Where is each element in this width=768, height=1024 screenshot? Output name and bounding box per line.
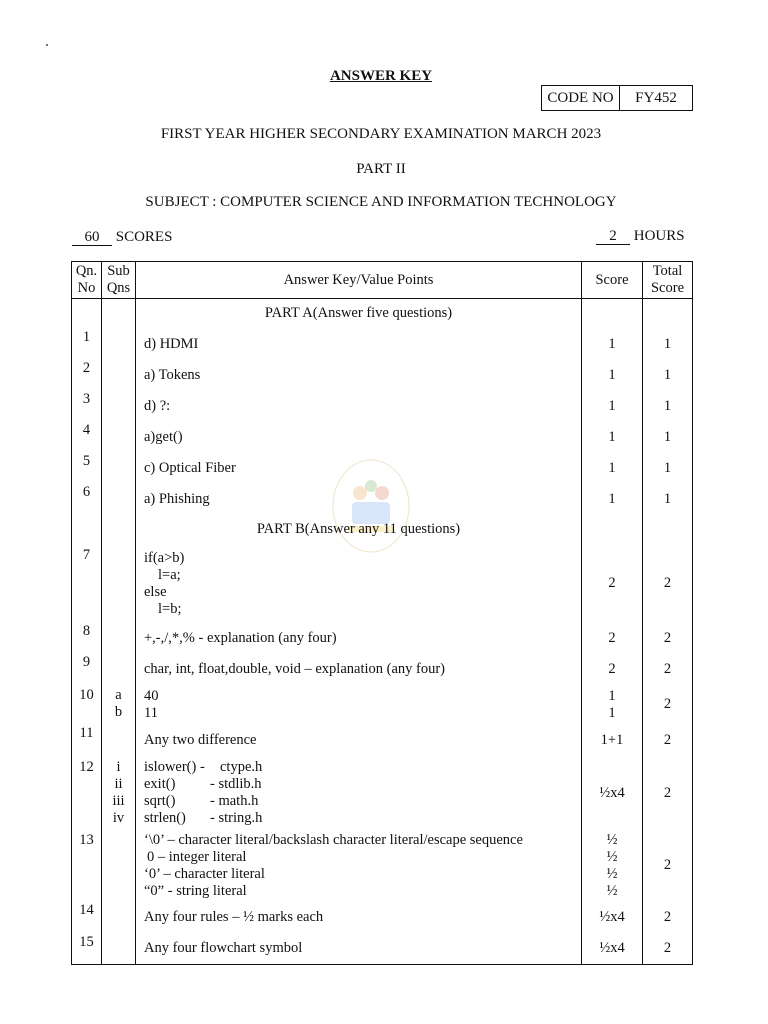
qn-cell: 7 <box>72 545 102 623</box>
answer-cell: if(a>b) l=a; else l=b; <box>136 545 582 623</box>
total-cell: 2 <box>643 545 693 623</box>
answer-cell: Any four rules – ½ marks each <box>136 902 582 934</box>
code-label: CODE NO <box>542 86 620 110</box>
table-row <box>72 360 693 391</box>
table-row <box>72 545 693 623</box>
table-row <box>72 453 693 484</box>
scores-line <box>72 229 172 246</box>
total-cell: 1 <box>643 484 693 515</box>
table-row <box>72 902 693 934</box>
answer-cell: Any four flowchart symbol <box>136 934 582 965</box>
qn-cell: 15 <box>72 934 102 965</box>
total-cell: 2 <box>643 934 693 965</box>
total-cell: 2 <box>643 623 693 654</box>
qn-cell: 8 <box>72 623 102 654</box>
answer-cell: ‘\0’ – character literal/backslash character literal/escape sequence 0 – integer literal ‘0’ – character literal “0” - string literal <box>136 830 582 902</box>
score-cell: 1 <box>582 484 643 515</box>
table-row <box>72 934 693 965</box>
hours-label: HOURS <box>633 228 685 244</box>
scores-value: 60 <box>72 230 112 246</box>
part-b-heading-row <box>72 515 693 545</box>
table-row <box>72 654 693 685</box>
score-cell: ½x4 <box>582 757 643 830</box>
qn-cell: 12 <box>72 757 102 830</box>
score-cell: 2 <box>582 654 643 685</box>
table-row <box>72 391 693 422</box>
col-sub-qns: Sub Qns <box>102 262 136 299</box>
table-row <box>72 725 693 757</box>
document-title: ANSWER KEY <box>329 68 433 84</box>
part-a-heading-row <box>72 299 693 329</box>
answer-cell: a) Phishing <box>136 484 582 515</box>
qn-cell: 3 <box>72 391 102 422</box>
score-cell: 1 <box>582 391 643 422</box>
answer-cell: 40 11 <box>136 685 582 725</box>
score-cell: 1 <box>582 422 643 453</box>
col-answer: Answer Key/Value Points <box>136 262 582 299</box>
qn-cell: 2 <box>72 360 102 391</box>
qn-cell: 9 <box>72 654 102 685</box>
total-cell: 1 <box>643 453 693 484</box>
table-header-row <box>72 262 693 299</box>
table-row <box>72 685 693 725</box>
total-cell: 1 <box>643 329 693 360</box>
score-cell: ½x4 <box>582 902 643 934</box>
qn-cell: 14 <box>72 902 102 934</box>
qn-cell: 13 <box>72 830 102 902</box>
table-row <box>72 830 693 902</box>
col-total: Total Score <box>643 262 693 299</box>
answer-key-table <box>71 261 693 965</box>
sub-cell: a b <box>102 685 136 725</box>
part-b-heading: PART B(Answer any 11 questions) <box>136 515 582 545</box>
total-cell: 2 <box>643 757 693 830</box>
total-cell: 2 <box>643 685 693 725</box>
score-cell: ½ ½ ½ ½ <box>582 830 643 902</box>
qn-cell: 6 <box>72 484 102 515</box>
code-value: FY452 <box>635 89 677 106</box>
qn-cell: 4 <box>72 422 102 453</box>
part-a-heading: PART A(Answer five questions) <box>136 299 582 329</box>
exam-title: FIRST YEAR HIGHER SECONDARY EXAMINATION MARCH 2023 <box>160 126 602 142</box>
hours-line <box>596 228 685 245</box>
total-cell: 2 <box>643 725 693 757</box>
qn-cell: 10 <box>72 685 102 725</box>
total-cell: 2 <box>643 654 693 685</box>
answer-cell: a) Tokens <box>136 360 582 391</box>
total-cell: 2 <box>643 830 693 902</box>
answer-cell: +,-,/,*,% - explanation (any four) <box>136 623 582 654</box>
score-cell: 1 <box>582 360 643 391</box>
score-cell: 1 <box>582 453 643 484</box>
table-row <box>72 422 693 453</box>
scan-speck <box>46 44 48 46</box>
table-row <box>72 623 693 654</box>
scores-label: SCORES <box>115 229 173 245</box>
total-cell: 2 <box>643 902 693 934</box>
score-cell: 1 1 <box>582 685 643 725</box>
answer-cell: a)get() <box>136 422 582 453</box>
answer-cell: c) Optical Fiber <box>136 453 582 484</box>
hours-value: 2 <box>596 229 630 245</box>
score-cell: 1+1 <box>582 725 643 757</box>
qn-cell: 5 <box>72 453 102 484</box>
score-cell: ½x4 <box>582 934 643 965</box>
qn-cell: 1 <box>72 329 102 360</box>
answer-cell: d) ?: <box>136 391 582 422</box>
answer-cell: d) HDMI <box>136 329 582 360</box>
answer-cell: Any two difference <box>136 725 582 757</box>
code-box <box>541 85 693 111</box>
total-cell: 1 <box>643 391 693 422</box>
score-cell: 2 <box>582 545 643 623</box>
total-cell: 1 <box>643 422 693 453</box>
table-row <box>72 757 693 830</box>
table-row <box>72 329 693 360</box>
score-cell: 2 <box>582 623 643 654</box>
col-score: Score <box>582 262 643 299</box>
col-qn-no: Qn. No <box>72 262 102 299</box>
table-row <box>72 484 693 515</box>
part-title: PART II <box>356 161 406 177</box>
answer-cell: char, int, float,double, void – explanation (any four) <box>136 654 582 685</box>
subject-title: SUBJECT : COMPUTER SCIENCE AND INFORMATION TECHNOLOGY <box>145 194 617 210</box>
qn-cell: 11 <box>72 725 102 757</box>
answer-cell: islower() - exit() sqrt() strlen() ctype.h - stdlib.h - math.h - string.h <box>136 757 582 830</box>
sub-cell: i ii iii iv <box>102 757 136 830</box>
score-cell: 1 <box>582 329 643 360</box>
total-cell: 1 <box>643 360 693 391</box>
